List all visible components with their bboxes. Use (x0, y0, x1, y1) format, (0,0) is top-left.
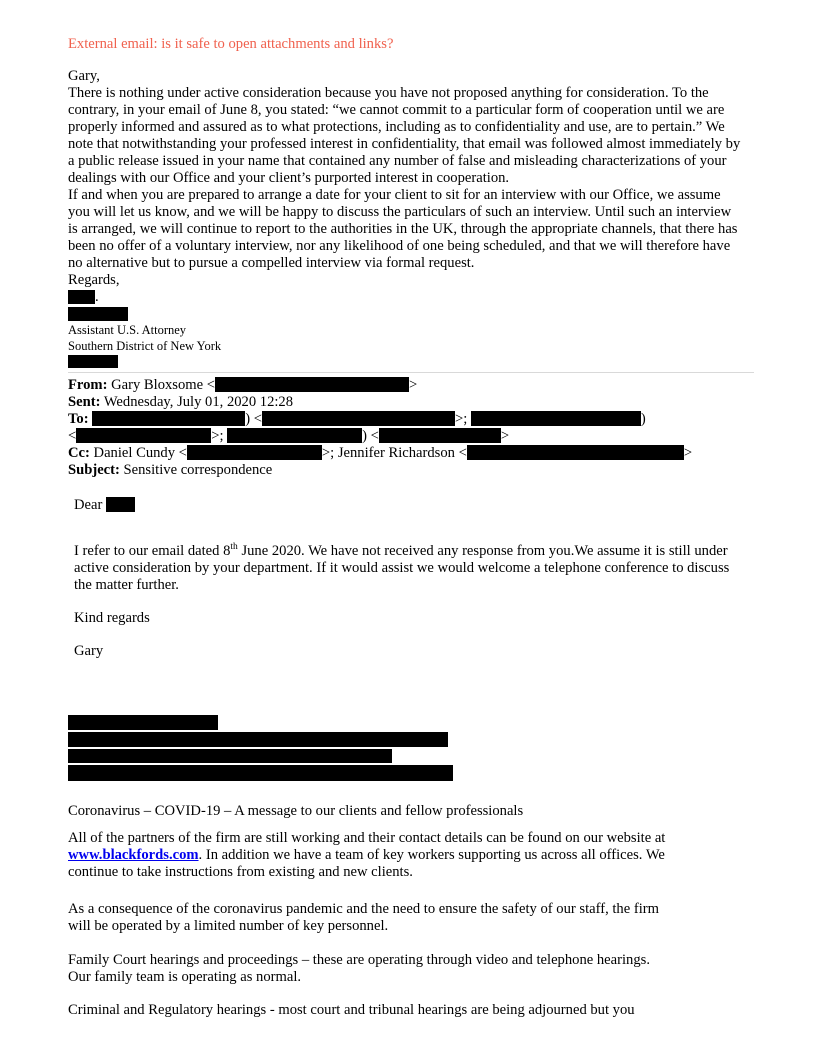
email-text-line: properly informed and assured as to what protections, including as to confidentiality and use, are to pertain.” We (68, 119, 725, 135)
header-line (68, 462, 754, 479)
footer-paragraph-family-court (68, 952, 754, 986)
signature-redaction-block (68, 715, 754, 781)
signature-line: Assistant U.S. Attorney (68, 323, 187, 337)
redaction-bar (262, 411, 455, 426)
first-email-signature (68, 323, 754, 370)
signature-line (68, 354, 754, 370)
footer-paragraph-staffing (68, 901, 754, 935)
header-line (68, 411, 754, 428)
email-text-line: the matter further. (74, 576, 179, 593)
redaction-bar (92, 411, 245, 426)
email-text-line: a public release issued in your name that contained any number of false and misleading characterizations of your (68, 153, 727, 169)
footer-paragraph-website (68, 830, 754, 881)
redaction-bar (68, 355, 118, 368)
redaction-bar (76, 428, 211, 443)
text-span: Dear (74, 496, 107, 513)
text-span: Gary Bloxsome < (107, 376, 215, 393)
email-text-line: contrary, in your email of June 8, you stated: “we cannot commit to a particular form of cooperation until we are (68, 102, 725, 118)
footer-text-line: will be operated by a limited number of key personnel. (68, 917, 389, 934)
redaction-bar (471, 411, 641, 426)
salutation-line (74, 497, 754, 514)
footer-text-line: Family Court hearings and proceedings – these are operating through video and telephone hearings. (68, 951, 650, 968)
covid-heading: Coronavirus – COVID-19 – A message to our clients and fellow professionals (68, 802, 524, 819)
text-span: < (68, 427, 77, 444)
text-span: June 2020. We have not received any response from you.We assume it is still under (237, 542, 728, 559)
field-label: Subject: (68, 461, 120, 478)
external-email-banner: External email: is it safe to open attachments and links? (68, 36, 394, 52)
redaction-bar (467, 445, 684, 460)
text-span: ) < (245, 410, 262, 427)
first-email-body (68, 68, 754, 323)
text-span: >; Jennifer Richardson < (321, 444, 467, 461)
field-label: Cc: (68, 444, 90, 461)
redaction-bar (68, 290, 95, 304)
superscript: th (230, 541, 238, 552)
email-text-line: Regards, (68, 272, 120, 288)
header-line (68, 394, 754, 411)
email-text-line: is arranged, we will continue to report to the authorities in the UK, through the appropriate channels, that there has (68, 221, 738, 237)
text-span: > (409, 376, 418, 393)
email-text-line: dealings with our Office and your client’s purported interest in cooperation. (68, 170, 510, 186)
email-text-line: no alternative but to pursue a compelled interview via formal request. (68, 255, 475, 271)
text-span: > (500, 427, 510, 444)
footer-paragraph-criminal (68, 1002, 754, 1019)
footer-text-line: Our family team is operating as normal. (68, 968, 302, 985)
signature-line: Southern District of New York (68, 338, 222, 353)
email-text-line: been no offer of a voluntary interview, nor any likelihood of one being scheduled, and that we will therefore have (68, 238, 731, 254)
text-span: Sensitive correspondence (119, 461, 273, 478)
redaction-bar (68, 749, 392, 763)
email-text-line: you will let us know, and we will be happy to discuss the particulars of such an interview. Until such an interview (68, 204, 732, 220)
footer-text-line (68, 847, 754, 864)
header-line (68, 377, 754, 394)
header-line (68, 445, 754, 462)
footer-text-line: continue to take instructions from existing and new clients. (68, 863, 413, 880)
redaction-bar (187, 445, 322, 460)
redaction-bar (68, 732, 448, 747)
text-span: Wednesday, July 01, 2020 12:28 (100, 393, 294, 410)
redaction-bar (106, 497, 135, 512)
email-text-line: note that notwithstanding your professed interest in confidentiality, that email was followed almost immediately by (68, 136, 741, 152)
field-label: To: (68, 410, 89, 427)
redaction-bar (379, 428, 501, 443)
email-text-line: Gary, (68, 68, 100, 84)
header-line (68, 428, 754, 445)
email-text-line: There is nothing under active consideration because you have not proposed anything for consideration. To the (68, 85, 709, 101)
text-span: ) (640, 410, 646, 427)
kind-regards-line: Kind regards (74, 609, 150, 626)
footer-text-line: As a consequence of the coronavirus pandemic and the need to ensure the safety of our staff, the firm (68, 900, 659, 917)
email-text-line (68, 306, 754, 323)
text-span: . In addition we have a team of key workers supporting us across all offices. We (198, 846, 665, 863)
email-text-line: If and when you are prepared to arrange a date for your client to sit for an interview with our Office, we assume (68, 187, 721, 203)
text-span: >; (211, 427, 228, 444)
text-span: ) < (362, 427, 379, 444)
field-label: Sent: (68, 393, 101, 410)
blackfords-link[interactable]: www.blackfords.com (68, 846, 199, 863)
field-label: From: (68, 376, 108, 393)
redaction-bar (215, 377, 409, 392)
signoff-line: Gary (74, 642, 104, 659)
email-text-line (68, 289, 754, 306)
text-span: Daniel Cundy < (89, 444, 187, 461)
email-text-line: active consideration by your department. If it would assist we would welcome a telephone conference to discuss (74, 559, 730, 576)
text-span: . (95, 289, 99, 305)
redaction-bar (68, 715, 218, 730)
email-header-block (68, 377, 754, 479)
footer-text-line: All of the partners of the firm are still working and their contact details can be found on our website at (68, 829, 666, 846)
email-text-line (74, 543, 754, 560)
divider-line (68, 372, 754, 373)
redaction-bar (68, 307, 128, 321)
text-span: > (683, 444, 693, 461)
text-span: I refer to our email dated 8 (74, 542, 231, 559)
redaction-bar (68, 765, 453, 781)
footer-text-line: Criminal and Regulatory hearings - most court and tribunal hearings are being adjourned but you (68, 1001, 635, 1018)
reply-paragraph (74, 543, 754, 594)
second-email-body (68, 497, 754, 660)
redaction-bar (227, 428, 362, 443)
text-span: >; (454, 410, 471, 427)
